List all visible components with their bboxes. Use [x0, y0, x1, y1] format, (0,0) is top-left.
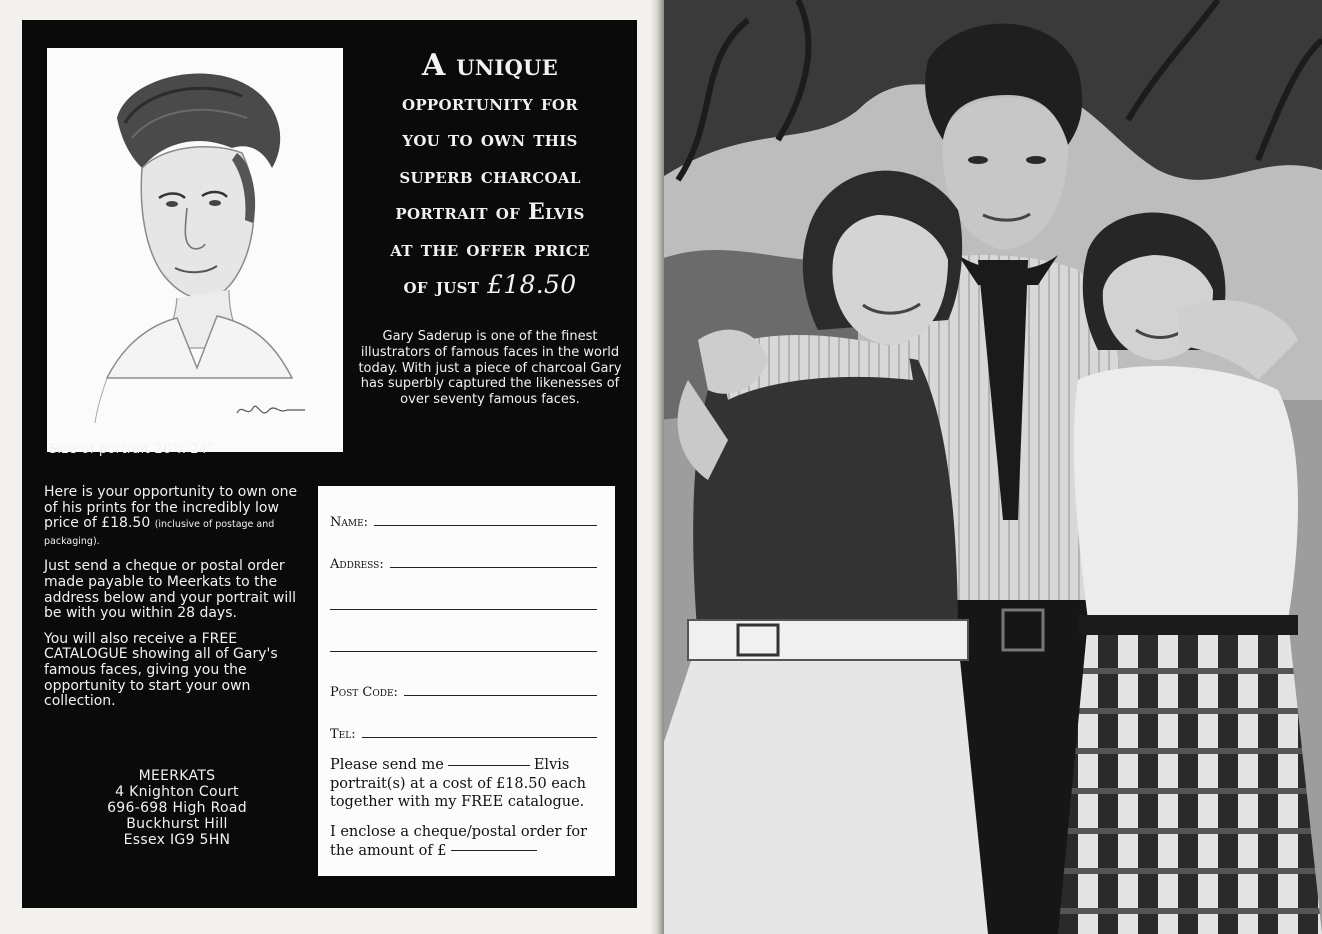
tel-row	[330, 722, 597, 742]
headline-line-4: superb charcoal	[399, 162, 581, 189]
address-line-3: Buckhurst Hill	[126, 816, 228, 832]
offer-paragraph-1	[44, 485, 312, 549]
tel-field[interactable]	[362, 737, 597, 738]
address-company: MEERKATS	[138, 768, 216, 784]
advertisement-panel	[22, 20, 637, 908]
address-line-1: 4 Knighton Court	[115, 784, 239, 800]
right-page-photo	[658, 0, 1322, 934]
postcode-row	[330, 680, 597, 700]
address-row	[330, 552, 597, 572]
offer-paragraph-1-small: (inclusive of postage and packaging).	[44, 519, 275, 547]
name-label: Name:	[330, 515, 369, 530]
headline-line-7	[354, 267, 626, 305]
offer-paragraph-2: Just send a cheque or postal order made payable to Meerkats to the address below and your portrait will be with you within 28 days.	[44, 558, 297, 622]
postcode-field[interactable]	[404, 695, 597, 696]
elvis-with-fans-photo-icon	[658, 0, 1322, 934]
charcoal-portrait-image	[47, 48, 343, 452]
name-row	[330, 510, 597, 530]
address-field-3[interactable]	[330, 651, 597, 652]
intro-text: Gary Saderup is one of the finest illustrators of famous faces in the world today. With just a piece of charcoal Gary has superbly captured the likenesses of over seventy famous faces.	[358, 329, 622, 408]
headline	[354, 48, 626, 305]
offer-paragraph-1-main: Here is your opportunity to own one of his prints for the incredibly low price of £18.50	[44, 484, 298, 532]
headline-price: £18.50	[487, 270, 577, 299]
enclose-statement	[330, 823, 612, 860]
headline-line-5: portrait of Elvis	[395, 199, 585, 225]
quantity-field[interactable]	[448, 765, 530, 766]
headline-line-2: opportunity for	[401, 89, 579, 116]
address-row-2	[330, 594, 597, 614]
order-form	[318, 486, 615, 876]
address-line-2: 696-698 High Road	[107, 800, 247, 816]
address-row-3	[330, 636, 597, 656]
headline-line-3: you to own this	[402, 126, 578, 152]
headline-line-7-prefix: of just	[403, 273, 480, 299]
left-page	[0, 0, 658, 934]
headline-line-1: A unique	[421, 48, 559, 83]
name-field[interactable]	[374, 525, 597, 526]
address-field-2[interactable]	[330, 609, 597, 610]
headline-line-6: at the offer price	[390, 235, 590, 262]
send-suffix: Elvis portrait(s) at a cost of £18.50 each together with my FREE catalogue.	[330, 757, 586, 810]
enclose-text: I enclose a cheque/postal order for the amount of £	[330, 824, 588, 859]
address-field-1[interactable]	[390, 567, 597, 568]
address-line-4: Essex IG9 5HN	[123, 832, 231, 848]
amount-field[interactable]	[451, 850, 537, 851]
offer-text	[44, 485, 312, 720]
elvis-portrait-icon	[47, 48, 343, 452]
send-prefix: Please send me	[330, 757, 444, 773]
address-label: Address:	[330, 557, 384, 572]
quantity-statement	[330, 756, 612, 812]
offer-paragraph-3: You will also receive a FREE CATALOGUE showing all of Gary's famous faces, giving you the opportunity to start your own collection.	[44, 630, 278, 710]
postcode-label: Post Code:	[330, 685, 398, 700]
tel-label: Tel:	[330, 727, 356, 742]
mailing-address	[44, 768, 310, 848]
page-spine	[650, 0, 664, 934]
portrait-size-caption: Size of portrait 20"x 24"	[49, 442, 214, 457]
